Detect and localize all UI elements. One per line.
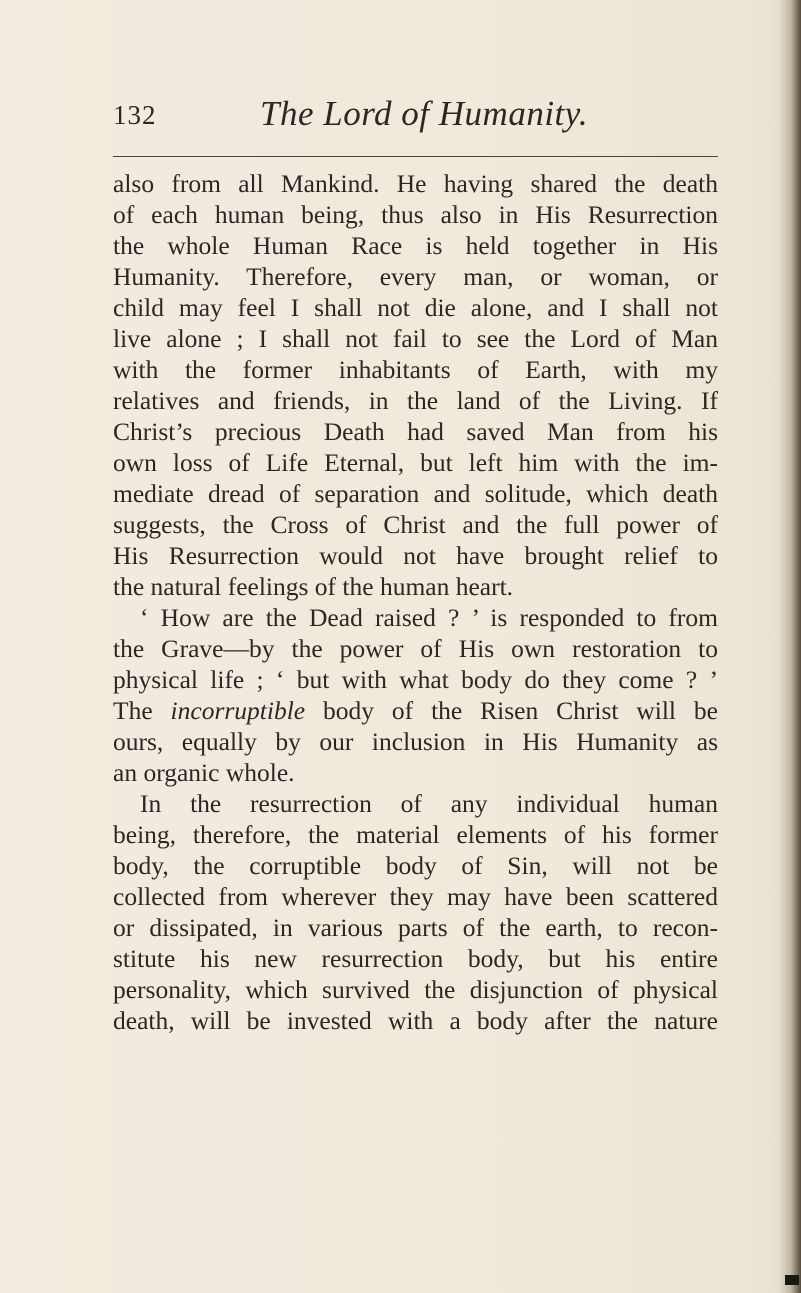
text-segment: The xyxy=(113,696,171,725)
running-head xyxy=(113,92,723,142)
text-line: the natural feelings of the human heart. xyxy=(113,572,514,601)
page-edge-shadow xyxy=(779,0,801,1293)
text-line: Christ’s precious Death had saved Man from his xyxy=(113,417,718,446)
text-line: the whole Human Race is held together in His xyxy=(113,231,718,260)
text-line: relatives and friends, in the land of the Living. If xyxy=(113,386,718,415)
text-line: collected from wherever they may have been scattered xyxy=(113,882,718,911)
text-line: physical life ; ‘ but with what body do they come ? ’ xyxy=(113,665,718,694)
page-number: 132 xyxy=(113,100,157,130)
text-line: with the former inhabitants of Earth, with my xyxy=(113,355,718,384)
text-line: own loss of Life Eternal, but left him with the im- xyxy=(113,448,718,477)
text-line: live alone ; I shall not fail to see the Lord of Man xyxy=(113,324,718,353)
text-line: stitute his new resurrection body, but his entire xyxy=(113,944,718,973)
text-line: ours, equally by our inclusion in His Humanity as xyxy=(113,727,718,756)
text-line: Humanity. Therefore, every man, or woman, or xyxy=(113,262,718,291)
text-line-with-italic xyxy=(113,695,718,726)
text-line: death, will be invested with a body after the nature xyxy=(113,1006,718,1035)
text-line: personality, which survived the disjunction of physical xyxy=(113,975,718,1004)
text-line: also from all Mankind. He having shared the death xyxy=(113,169,718,198)
text-line: an organic whole. xyxy=(113,758,295,787)
text-line: body, the corruptible body of Sin, will not be xyxy=(113,851,718,880)
text-line: the Grave—by the power of His own restoration to xyxy=(113,634,718,663)
text-line: being, therefore, the material elements of his former xyxy=(113,820,718,849)
running-title: The Lord of Humanity. xyxy=(260,94,589,133)
page-edge-mark xyxy=(785,1275,799,1285)
body-text xyxy=(113,168,718,1036)
text-line: In the resurrection of any individual human xyxy=(140,789,718,818)
header-rule xyxy=(113,156,718,157)
text-line: or dissipated, in various parts of the earth, to recon- xyxy=(113,913,718,942)
italic-word: incorruptible xyxy=(170,696,306,725)
text-segment: body of the Risen Christ will be xyxy=(305,696,718,725)
text-line: of each human being, thus also in His Resurrection xyxy=(113,200,718,229)
text-line: ‘ How are the Dead raised ? ’ is responded to from xyxy=(140,603,718,632)
text-line: mediate dread of separation and solitude, which death xyxy=(113,479,718,508)
text-line: child may feel I shall not die alone, and I shall not xyxy=(113,293,718,322)
text-line: suggests, the Cross of Christ and the full power of xyxy=(113,510,718,539)
text-line: His Resurrection would not have brought relief to xyxy=(113,541,718,570)
